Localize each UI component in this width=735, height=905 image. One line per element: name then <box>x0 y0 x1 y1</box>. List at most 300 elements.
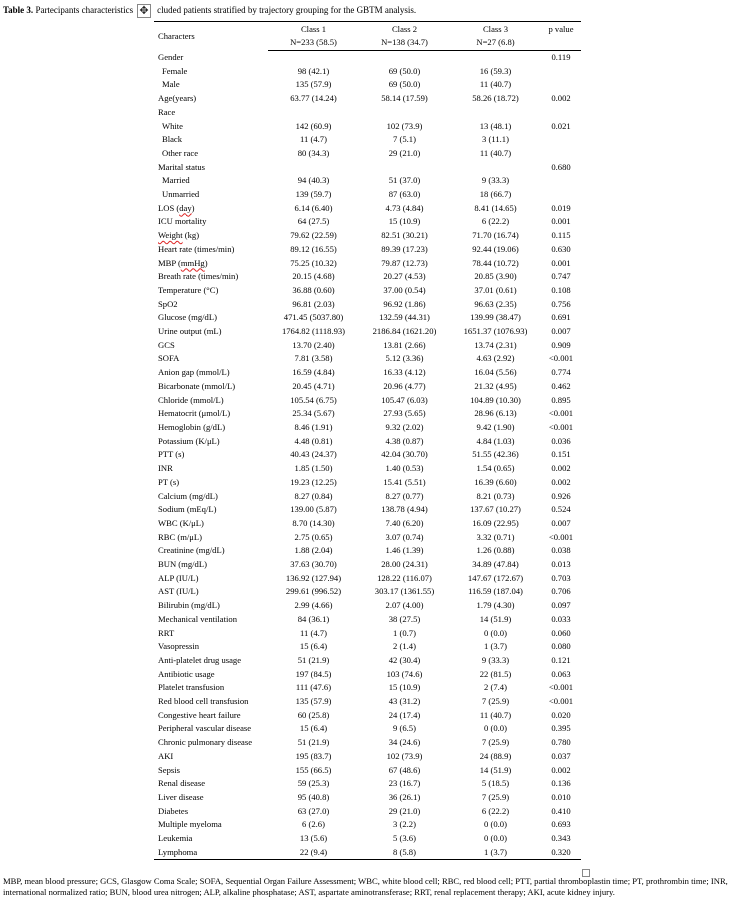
cell-class-3: 0 (0.0) <box>484 723 507 734</box>
cell-class-3: 1651.37 (1076.93) <box>463 326 528 337</box>
cell-class-3: 16.09 (22.95) <box>472 517 519 528</box>
cell-p-value: 0.037 <box>551 750 571 761</box>
cell-class-2: 38 (27.5) <box>388 613 421 624</box>
cell-p-value: 0.909 <box>551 339 571 350</box>
header-characters: Characters <box>154 22 268 51</box>
cell-characteristic: GCS <box>158 339 175 350</box>
cell-class-3: 9 (33.3) <box>481 175 510 186</box>
cell-class-3: 11 (40.7) <box>479 147 512 158</box>
cell-class-2: 96.92 (1.86) <box>383 298 426 309</box>
cell-class-3: 116.59 (187.04) <box>468 586 523 597</box>
cell-p-value <box>541 133 581 147</box>
cell-p-value: <0.001 <box>548 696 574 707</box>
cell-characteristic: Antibiotic usage <box>158 668 215 679</box>
cell-class-1: 20.45 (4.71) <box>292 380 335 391</box>
table-row <box>154 284 581 298</box>
cell-class-2: 303.17 (1361.55) <box>374 586 435 597</box>
cell-class-1: 84 (36.1) <box>297 613 330 624</box>
cell-p-value: 0.151 <box>551 449 571 460</box>
cell-class-1: 6 (2.6) <box>302 819 325 830</box>
cell-p-value: 0.020 <box>551 709 571 720</box>
characteristics-table-container <box>154 21 581 860</box>
cell-class-2: 20.96 (4.77) <box>383 380 426 391</box>
cell-class-3: 104.89 (10.30) <box>470 394 521 405</box>
cell-characteristic: Multiple myeloma <box>158 819 222 830</box>
cell-class-1: 79.62 (22.59) <box>290 230 337 241</box>
cell-characteristic: SpO2 <box>158 298 178 309</box>
cell-class-2: 4.38 (0.87) <box>385 435 424 446</box>
cell-characteristic: Age(years) <box>158 93 197 104</box>
cell-class-2: 87 (63.0) <box>388 189 421 200</box>
cell-class-3: 58.26 (18.72) <box>472 93 519 104</box>
cell-characteristic: Bilirubin (mg/dL) <box>158 600 220 611</box>
table-row <box>154 229 581 243</box>
cell-class-2: 2.07 (4.00) <box>385 600 424 611</box>
cell-p-value: 0.691 <box>551 312 571 323</box>
cell-class-1: 20.15 (4.68) <box>292 271 335 282</box>
cell-class-2: 8 (5.8) <box>359 846 450 860</box>
cell-characteristic: RBC (m/μL) <box>158 531 202 542</box>
cell-p-value: 0.462 <box>551 380 571 391</box>
cell-characteristic: Chloride (mmol/L) <box>158 394 224 405</box>
cell-p-value <box>541 65 581 79</box>
table-caption-label: Table 3. <box>3 5 34 15</box>
cell-class-3: 37.01 (0.61) <box>474 284 517 295</box>
table-row <box>154 722 581 736</box>
table-row <box>154 599 581 613</box>
cell-class-2: 15 (10.9) <box>388 216 421 227</box>
cell-characteristic: AST (IU/L) <box>158 586 199 597</box>
cell-class-1: 15 (6.4) <box>299 723 328 734</box>
cell-class-1: 89.12 (16.55) <box>290 243 337 254</box>
cell-class-3: 14 (51.9) <box>479 613 512 624</box>
cell-class-2: 42.04 (30.70) <box>381 449 428 460</box>
cell-class-1: 135 (57.9) <box>295 79 332 90</box>
cell-class-3: 96.63 (2.35) <box>474 298 517 309</box>
cell-class-3: 51.55 (42.36) <box>472 449 519 460</box>
cell-characteristic: Anti-platelet drug usage <box>158 654 242 665</box>
cell-characteristic: Urine output (mL) <box>158 326 222 337</box>
table-row <box>154 613 581 627</box>
cell-class-1: 75.25 (10.32) <box>290 257 337 268</box>
cell-class-2: 15.41 (5.51) <box>383 476 426 487</box>
cell-characteristic: Renal disease <box>158 778 206 789</box>
cell-class-2: 16.33 (4.12) <box>383 367 426 378</box>
cell-class-1: 98 (42.1) <box>297 65 330 76</box>
cell-class-2: 27.93 (5.65) <box>383 408 426 419</box>
cell-class-3: 11 (40.7) <box>479 79 512 90</box>
header-row-1 <box>154 22 581 37</box>
cell-p-value: 0.019 <box>551 202 571 213</box>
cell-class-2: 1.46 (1.39) <box>385 545 424 556</box>
cell-class-3: 6 (22.2) <box>481 805 510 816</box>
table-row <box>154 380 581 394</box>
cell-class-3: 147.67 (172.67) <box>467 572 524 583</box>
table-row <box>154 531 581 545</box>
cell-p-value: 0.895 <box>551 394 571 405</box>
cell-characteristic: Vasopressin <box>158 641 200 652</box>
cell-characteristic: White <box>162 120 183 131</box>
table-caption-text-end: cluded patients stratified by trajectory grouping for the GBTM analysis. <box>157 5 417 15</box>
cell-characteristic: Breath rate (times/min) <box>158 271 239 282</box>
cell-class-2: 23 (16.7) <box>388 778 421 789</box>
table-row <box>154 805 581 819</box>
table-row <box>154 257 581 271</box>
table-row <box>154 92 581 106</box>
cell-class-1: 2.99 (4.66) <box>294 600 333 611</box>
cell-characteristic: Congestive heart failure <box>158 709 241 720</box>
cell-characteristic: Red blood cell transfusion <box>158 696 249 707</box>
table-row <box>154 544 581 558</box>
cell-class-3: 7 (25.9) <box>481 791 510 802</box>
cell-class-3: 1.79 (4.30) <box>476 600 515 611</box>
cell-class-1: 8.27 (0.84) <box>294 490 333 501</box>
cell-class-1: 37.63 (30.70) <box>290 559 337 570</box>
cell-characteristic: Weight (kg) <box>158 230 200 241</box>
cell-class-3: 16.04 (5.56) <box>474 367 517 378</box>
cell-p-value: 0.115 <box>551 230 571 241</box>
cell-class-1: 25.34 (5.67) <box>292 408 335 419</box>
cell-characteristic: RRT <box>158 627 175 638</box>
table-row <box>154 215 581 229</box>
cell-class-1: 51 (21.9) <box>297 654 330 665</box>
cell-p-value: 0.630 <box>551 243 571 254</box>
cell-class-2: 103 (74.6) <box>386 668 423 679</box>
cell-p-value: 0.680 <box>551 161 571 172</box>
cell-characteristic: Unmarried <box>162 189 200 200</box>
cell-p-value: 0.693 <box>551 819 571 830</box>
cell-class-1: 4.48 (0.81) <box>294 435 333 446</box>
cell-characteristic: LOS (day) <box>158 202 195 213</box>
cell-class-3: 139.99 (38.47) <box>470 312 521 323</box>
cell-class-2: 89.39 (17.23) <box>381 243 428 254</box>
cell-class-3: 0 (0.0) <box>484 627 507 638</box>
cell-p-value: 0.410 <box>551 805 571 816</box>
cell-class-3: 18 (66.7) <box>479 189 512 200</box>
cell-class-1: 195 (83.7) <box>295 750 332 761</box>
cell-class-3: 3 (11.1) <box>482 134 509 145</box>
cell-class-2: 2 (1.4) <box>393 641 416 652</box>
cell-class-2: 69 (50.0) <box>388 65 421 76</box>
cell-p-value: <0.001 <box>548 353 574 364</box>
cell-class-3: 8.21 (0.73) <box>476 490 515 501</box>
cell-class-3: 7 (25.9) <box>481 737 510 748</box>
header-n-class-1: N=233 (58.5) <box>268 36 359 51</box>
cell-class-1 <box>268 106 359 120</box>
cell-p-value: 0.002 <box>551 93 571 104</box>
table-row <box>154 558 581 572</box>
table-row <box>154 572 581 586</box>
table-row <box>154 846 581 860</box>
table-row <box>154 777 581 791</box>
cell-class-1: 22 (9.4) <box>268 846 359 860</box>
cell-characteristic: Chronic pulmonary disease <box>158 737 253 748</box>
table-row <box>154 640 581 654</box>
cell-class-3: 92.44 (19.06) <box>472 243 519 254</box>
cell-class-3: 9.42 (1.90) <box>476 421 515 432</box>
cell-class-2: 13.81 (2.66) <box>383 339 426 350</box>
cell-class-1: 2.75 (0.65) <box>294 531 333 542</box>
cell-class-2: 79.87 (12.73) <box>381 257 428 268</box>
cell-characteristic: Other race <box>162 147 199 158</box>
cell-p-value <box>541 188 581 202</box>
cell-class-1: 1.88 (2.04) <box>294 545 333 556</box>
cell-p-value: 0.703 <box>551 572 571 583</box>
table-row <box>154 311 581 325</box>
table-row <box>154 106 581 120</box>
cell-p-value: 0.343 <box>551 833 571 844</box>
header-blank <box>541 36 581 51</box>
cell-characteristic: MBP (mmHg) <box>158 257 208 268</box>
table-footnote: MBP, mean blood pressure; GCS, Glasgow Coma Scale; SOFA, Sequential Organ Failure Assessment; WBC, white blood cell; RBC, red blood cell; PTT, partial thromboplastin time; PT, prothrombin time; INR, international normalized ratio; BUN, blood urea nitrogen; ALP, alkaline phosphatase; AST, aspartate aminotransferase; RRT, renal replacement therapy; AKI, acute kidney injury. <box>3 876 728 897</box>
cell-characteristic: Black <box>162 134 183 145</box>
table-row <box>154 120 581 134</box>
cell-p-value: 0.021 <box>551 120 571 131</box>
table-row <box>154 202 581 216</box>
table-row <box>154 462 581 476</box>
cell-characteristic: BUN (mg/dL) <box>158 559 207 570</box>
cell-characteristic: Lymphoma <box>154 846 268 860</box>
cell-class-1: 139.00 (5.87) <box>290 504 337 515</box>
table-row <box>154 818 581 832</box>
cell-class-1: 6.14 (6.40) <box>294 202 333 213</box>
cell-class-3: 1 (3.7) <box>484 641 507 652</box>
table-row <box>154 174 581 188</box>
table-row <box>154 325 581 339</box>
table-row <box>154 503 581 517</box>
cell-class-1: 80 (34.3) <box>297 147 330 158</box>
cell-class-3: 24 (88.9) <box>479 750 512 761</box>
table-row <box>154 161 581 175</box>
cell-characteristic: Liver disease <box>158 791 204 802</box>
cell-class-2: 7 (5.1) <box>393 134 416 145</box>
cell-class-3: 71.70 (16.74) <box>472 230 519 241</box>
cell-class-1: 1.85 (1.50) <box>294 463 333 474</box>
cell-class-3: 0 (0.0) <box>484 833 507 844</box>
cell-class-1: 51 (21.9) <box>297 737 330 748</box>
cell-characteristic: Heart rate (times/min) <box>158 243 235 254</box>
cell-class-1: 135 (57.9) <box>295 696 332 707</box>
cell-p-value: <0.001 <box>548 421 574 432</box>
cell-class-3: 28.96 (6.13) <box>474 408 517 419</box>
cell-class-2: 28.00 (24.31) <box>381 559 428 570</box>
cell-class-3: 34.89 (47.84) <box>472 559 519 570</box>
table-row <box>154 133 581 147</box>
move-arrows-icon[interactable] <box>137 4 151 18</box>
cell-characteristic: Sepsis <box>158 764 180 775</box>
cell-class-3: 14 (51.9) <box>479 764 512 775</box>
cell-class-1: 139 (59.7) <box>295 189 332 200</box>
cell-class-2: 8.27 (0.77) <box>385 490 424 501</box>
cell-class-1: 64 (27.5) <box>297 216 330 227</box>
cell-class-2: 29 (21.0) <box>388 805 421 816</box>
cell-p-value: 0.036 <box>551 435 571 446</box>
cell-class-1: 15 (6.4) <box>299 641 328 652</box>
cell-characteristic: Hematocrit (μmol/L) <box>158 408 231 419</box>
cell-class-1: 13.70 (2.40) <box>292 339 335 350</box>
table-caption <box>3 5 416 15</box>
cell-class-2 <box>359 106 450 120</box>
cell-p-value: 0.121 <box>551 654 571 665</box>
cell-characteristic: Bicarbonate (mmol/L) <box>158 380 236 391</box>
header-n-class-2: N=138 (34.7) <box>359 36 450 51</box>
table-row <box>154 78 581 92</box>
cell-class-1: 8.46 (1.91) <box>294 421 333 432</box>
cell-characteristic: PTT (s) <box>158 449 185 460</box>
cell-class-2: 67 (48.6) <box>388 764 421 775</box>
cell-class-3 <box>450 106 541 120</box>
cell-characteristic: SOFA <box>158 353 180 364</box>
cell-class-2: 1.40 (0.53) <box>385 463 424 474</box>
cell-p-value <box>541 174 581 188</box>
cell-class-1: 155 (66.5) <box>295 764 332 775</box>
table-row <box>154 764 581 778</box>
cell-class-3 <box>450 51 541 65</box>
cell-characteristic: Married <box>162 175 190 186</box>
table-row <box>154 585 581 599</box>
table-row <box>154 352 581 366</box>
cell-p-value: 0.706 <box>551 586 571 597</box>
cell-characteristic: Calcium (mg/dL) <box>158 490 218 501</box>
table-row <box>154 832 581 846</box>
cell-p-value: 0.007 <box>551 517 571 528</box>
cell-p-value: <0.001 <box>548 682 574 693</box>
header-p-value: p value <box>541 22 581 37</box>
cell-p-value: 0.780 <box>551 737 571 748</box>
cell-class-2: 3 (2.2) <box>393 819 416 830</box>
cell-class-1: 96.81 (2.03) <box>292 298 335 309</box>
cell-class-2: 15 (10.9) <box>388 682 421 693</box>
cell-class-3: 13.74 (2.31) <box>474 339 517 350</box>
cell-p-value: 0.033 <box>551 613 571 624</box>
cell-class-3: 13 (48.1) <box>479 120 512 131</box>
cell-class-3: 11 (40.7) <box>479 709 512 720</box>
cell-class-2: 42 (30.4) <box>388 654 421 665</box>
cell-class-2: 5.12 (3.36) <box>385 353 424 364</box>
cell-class-3: 22 (81.5) <box>479 668 512 679</box>
table-row <box>154 681 581 695</box>
cell-p-value: 0.756 <box>551 298 571 309</box>
cell-class-3: 1.54 (0.65) <box>476 463 515 474</box>
cell-p-value: 0.395 <box>551 723 571 734</box>
cell-class-2: 20.27 (4.53) <box>383 271 426 282</box>
cell-class-2: 4.73 (4.84) <box>385 202 424 213</box>
table-row <box>154 517 581 531</box>
header-n-class-3: N=27 (6.8) <box>450 36 541 51</box>
table-header <box>154 22 581 51</box>
header-class-2: Class 2 <box>359 22 450 37</box>
cell-characteristic: ICU mortality <box>158 216 207 227</box>
cell-p-value: 0.001 <box>551 216 571 227</box>
cell-class-3: 2 (7.4) <box>484 682 507 693</box>
cell-class-2: 82.51 (30.21) <box>381 230 428 241</box>
cell-class-2: 3.07 (0.74) <box>385 531 424 542</box>
cell-class-2: 5 (3.6) <box>393 833 416 844</box>
cell-characteristic: Temperature (°C) <box>158 284 219 295</box>
cell-class-1: 197 (84.5) <box>295 668 332 679</box>
table-row <box>154 407 581 421</box>
cell-p-value: <0.001 <box>548 408 574 419</box>
cell-class-2: 51 (37.0) <box>388 175 421 186</box>
cell-class-1: 13 (5.6) <box>299 833 328 844</box>
cell-class-2: 9.32 (2.02) <box>385 421 424 432</box>
cell-characteristic: Creatinine (mg/dL) <box>158 545 225 556</box>
cell-characteristic: Anion gap (mmol/L) <box>158 367 230 378</box>
cell-p-value: 0.002 <box>551 463 571 474</box>
table-row <box>154 394 581 408</box>
cell-characteristic: PT (s) <box>158 476 180 487</box>
cell-class-2: 102 (73.9) <box>386 120 423 131</box>
cell-class-1: 105.54 (6.75) <box>290 394 337 405</box>
header-class-1: Class 1 <box>268 22 359 37</box>
cell-class-3: 0 (0.0) <box>484 819 507 830</box>
table-row <box>154 188 581 202</box>
cell-p-value: 0.038 <box>551 545 571 556</box>
cell-characteristic: Marital status <box>158 161 206 172</box>
cell-class-2: 9 (6.5) <box>393 723 416 734</box>
cell-class-2 <box>359 51 450 65</box>
cell-class-2: 1 (0.7) <box>393 627 416 638</box>
cell-p-value <box>541 106 581 120</box>
table-row <box>154 51 581 65</box>
cell-characteristic: Mechanical ventilation <box>158 613 237 624</box>
cell-class-3: 1.26 (0.88) <box>476 545 515 556</box>
cell-p-value: 0.774 <box>551 367 571 378</box>
cell-characteristic: Gender <box>158 51 184 62</box>
cell-class-2: 34 (24.6) <box>388 737 421 748</box>
cell-class-2: 43 (31.2) <box>388 696 421 707</box>
cell-class-3: 3.32 (0.71) <box>476 531 515 542</box>
cell-class-3: 21.32 (4.95) <box>474 380 517 391</box>
cell-class-1: 63.77 (14.24) <box>290 93 337 104</box>
cell-class-1: 36.88 (0.60) <box>292 284 335 295</box>
cell-class-1: 59 (25.3) <box>297 778 330 789</box>
cell-class-3: 8.41 (14.65) <box>474 202 517 213</box>
cell-class-1: 299.61 (996.52) <box>285 586 342 597</box>
cell-characteristic: Race <box>158 106 176 117</box>
cell-class-3: 6 (22.2) <box>481 216 510 227</box>
cell-class-1: 142 (60.9) <box>295 120 332 131</box>
cell-class-3: 5 (18.5) <box>481 778 510 789</box>
cell-class-1: 1764.82 (1118.93) <box>281 326 346 337</box>
cell-p-value: 0.002 <box>551 476 571 487</box>
characteristics-table <box>154 21 581 860</box>
cell-p-value: 0.063 <box>551 668 571 679</box>
cell-class-3: 4.84 (1.03) <box>476 435 515 446</box>
cell-p-value: 0.524 <box>551 504 571 515</box>
cell-class-2: 102 (73.9) <box>386 750 423 761</box>
cell-class-3: 20.85 (3.90) <box>474 271 517 282</box>
cell-class-2: 69 (50.0) <box>388 79 421 90</box>
table-row <box>154 65 581 79</box>
cell-p-value: 0.010 <box>551 791 571 802</box>
cell-class-2: 37.00 (0.54) <box>383 284 426 295</box>
cell-characteristic: Diabetes <box>158 805 189 816</box>
table-row <box>154 736 581 750</box>
cell-p-value <box>541 147 581 161</box>
cell-characteristic: Potassium (K/μL) <box>158 435 220 446</box>
table-row <box>154 490 581 504</box>
cell-class-1: 16.59 (4.84) <box>292 367 335 378</box>
cell-class-1: 8.70 (14.30) <box>292 517 335 528</box>
cell-class-2: 58.14 (17.59) <box>381 93 428 104</box>
table-row <box>154 448 581 462</box>
table-row <box>154 366 581 380</box>
cell-class-2: 105.47 (6.03) <box>381 394 428 405</box>
cell-class-2 <box>359 161 450 175</box>
cell-class-1: 11 (4.7) <box>300 134 327 145</box>
cell-class-1: 40.43 (24.37) <box>290 449 337 460</box>
